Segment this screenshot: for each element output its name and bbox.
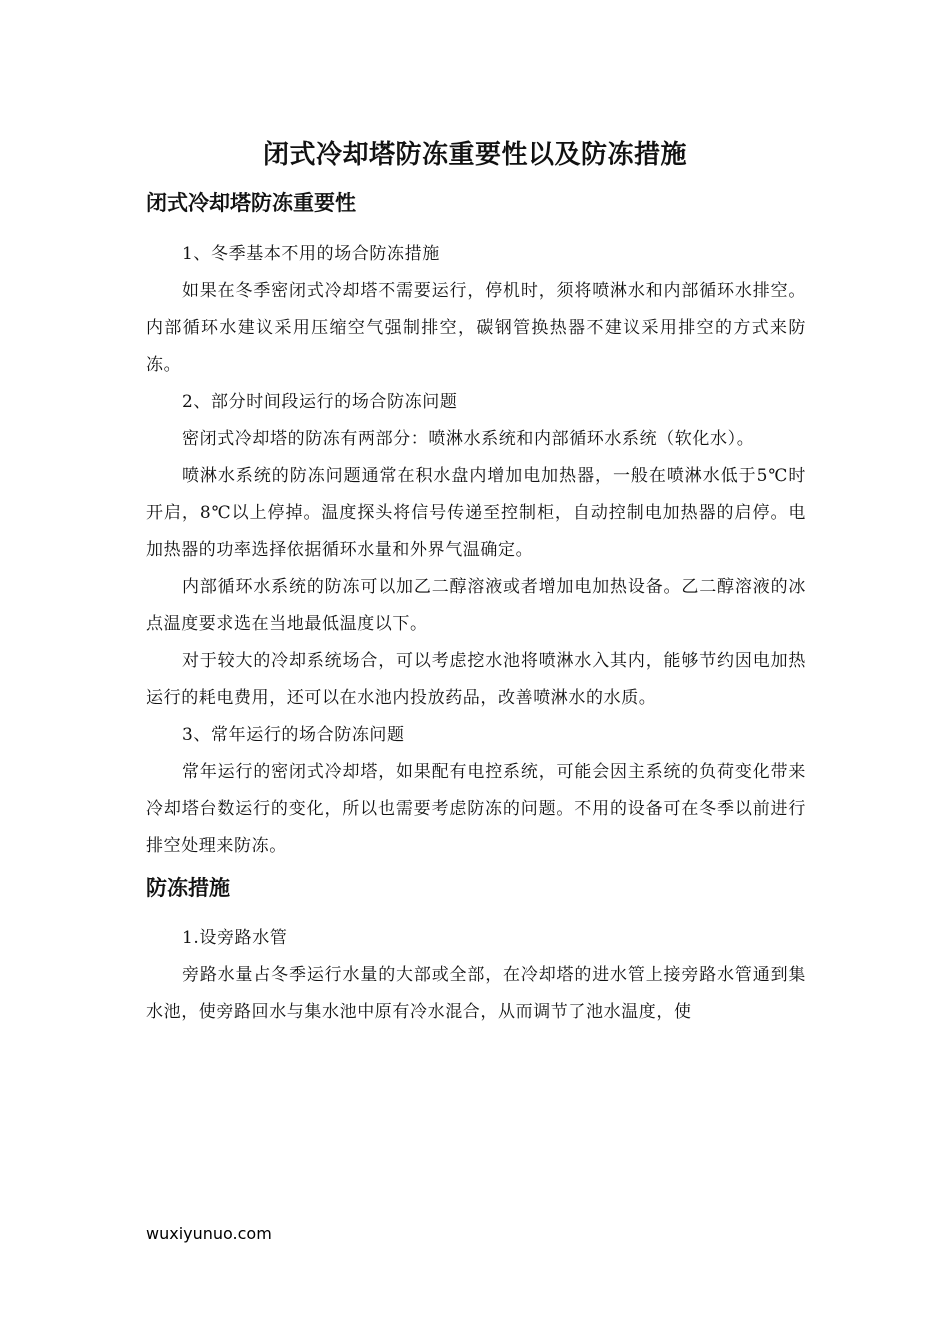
paragraph: 常年运行的密闭式冷却塔，如果配有电控系统，可能会因主系统的负荷变化带来冷却塔台数运行的变化，所以也需要考虑防冻的问题。不用的设备可在冬季以前进行排空处理来防冻。 [146,762,806,856]
paragraph: 1、冬季基本不用的场合防冻措施 [182,244,440,264]
section-heading-measures: 防冻措施 [146,876,230,900]
paragraph: 旁路水量占冬季运行水量的大部或全部，在冷却塔的进水管上接旁路水管通到集水池，使旁路回水与集水池中原有冷水混合，从而调节了池水温度，使 [146,965,806,1022]
section-heading-importance: 闭式冷却塔防冻重要性 [146,191,356,215]
paragraph: 如果在冬季密闭式冷却塔不需要运行，停机时，须将喷淋水和内部循环水排空。内部循环水建议采用压缩空气强制排空，碳钢管换热器不建议采用排空的方式来防冻。 [146,281,806,375]
paragraph: 3、常年运行的场合防冻问题 [182,725,405,745]
paragraph: 对于较大的冷却系统场合，可以考虑挖水池将喷淋水入其内，能够节约因电加热运行的耗电费用，还可以在水池内投放药品，改善喷淋水的水质。 [146,651,806,708]
section-body-importance [146,236,806,865]
footer-website: wuxiyunuo.com [146,1224,272,1243]
document-title: 闭式冷却塔防冻重要性以及防冻措施 [262,140,687,170]
paragraph: 1.设旁路水管 [182,928,288,948]
paragraph: 内部循环水系统的防冻可以加乙二醇溶液或者增加电加热设备。乙二醇溶液的冰点温度要求选在当地最低温度以下。 [146,577,806,634]
paragraph: 密闭式冷却塔的防冻有两部分：喷淋水系统和内部循环水系统（软化水）。 [182,429,755,449]
paragraph: 2、部分时间段运行的场合防冻问题 [182,392,458,412]
paragraph: 喷淋水系统的防冻问题通常在积水盘内增加电加热器，一般在喷淋水低于5℃时开启，8℃以上停掉。温度探头将信号传递至控制柜，自动控制电加热器的启停。电加热器的功率选择依据循环水量和外界气温确定。 [146,466,806,560]
section-body-measures [146,920,806,1031]
